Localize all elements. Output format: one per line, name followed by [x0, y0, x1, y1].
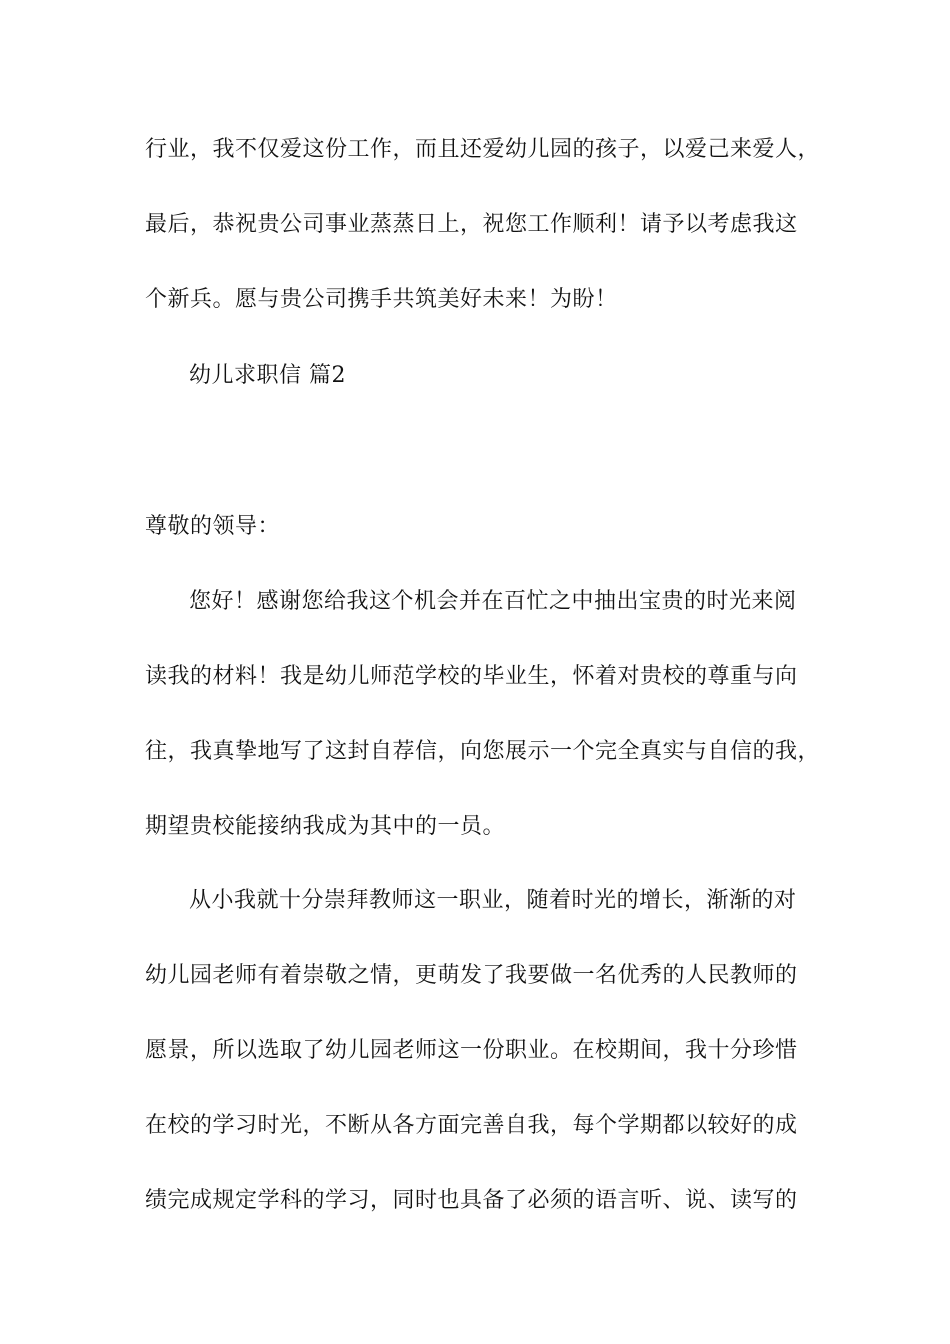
- paragraph-line: 往，我真挚地写了这封自荐信，向您展示一个完全真实与自信的我，: [145, 739, 821, 764]
- paragraph-line: 您好！感谢您给我这个机会并在百忙之中抽出宝贵的时光来阅: [189, 589, 797, 614]
- section-heading: 幼儿求职信 篇2: [189, 363, 346, 388]
- paragraph-line: 从小我就十分崇拜教师这一职业，随着时光的增长，渐渐的对: [189, 888, 797, 913]
- paragraph-line: 读我的材料！我是幼儿师范学校的毕业生，怀着对贵校的尊重与向: [145, 664, 798, 689]
- paragraph-line: 期望贵校能接纳我成为其中的一员。: [145, 814, 506, 839]
- paragraph-line: 愿景，所以选取了幼儿园老师这一份职业。在校期间，我十分珍惜: [145, 1038, 798, 1063]
- paragraph-line: 幼儿园老师有着崇敬之情，更萌发了我要做一名优秀的人民教师的: [145, 963, 798, 988]
- paragraph-line: 最后，恭祝贵公司事业蒸蒸日上，祝您工作顺利！请予以考虑我这: [145, 212, 798, 237]
- paragraph-line: 个新兵。愿与贵公司携手共筑美好未来！为盼！: [145, 287, 618, 312]
- salutation: 尊敬的领导：: [145, 514, 281, 539]
- paragraph-line: 在校的学习时光，不断从各方面完善自我，每个学期都以较好的成: [145, 1113, 798, 1138]
- paragraph-line: 绩完成规定学科的学习，同时也具备了必须的语言听、说、读写的: [145, 1188, 798, 1213]
- paragraph-line: 行业，我不仅爱这份工作，而且还爱幼儿园的孩子，以爱己来爱人，: [145, 137, 821, 162]
